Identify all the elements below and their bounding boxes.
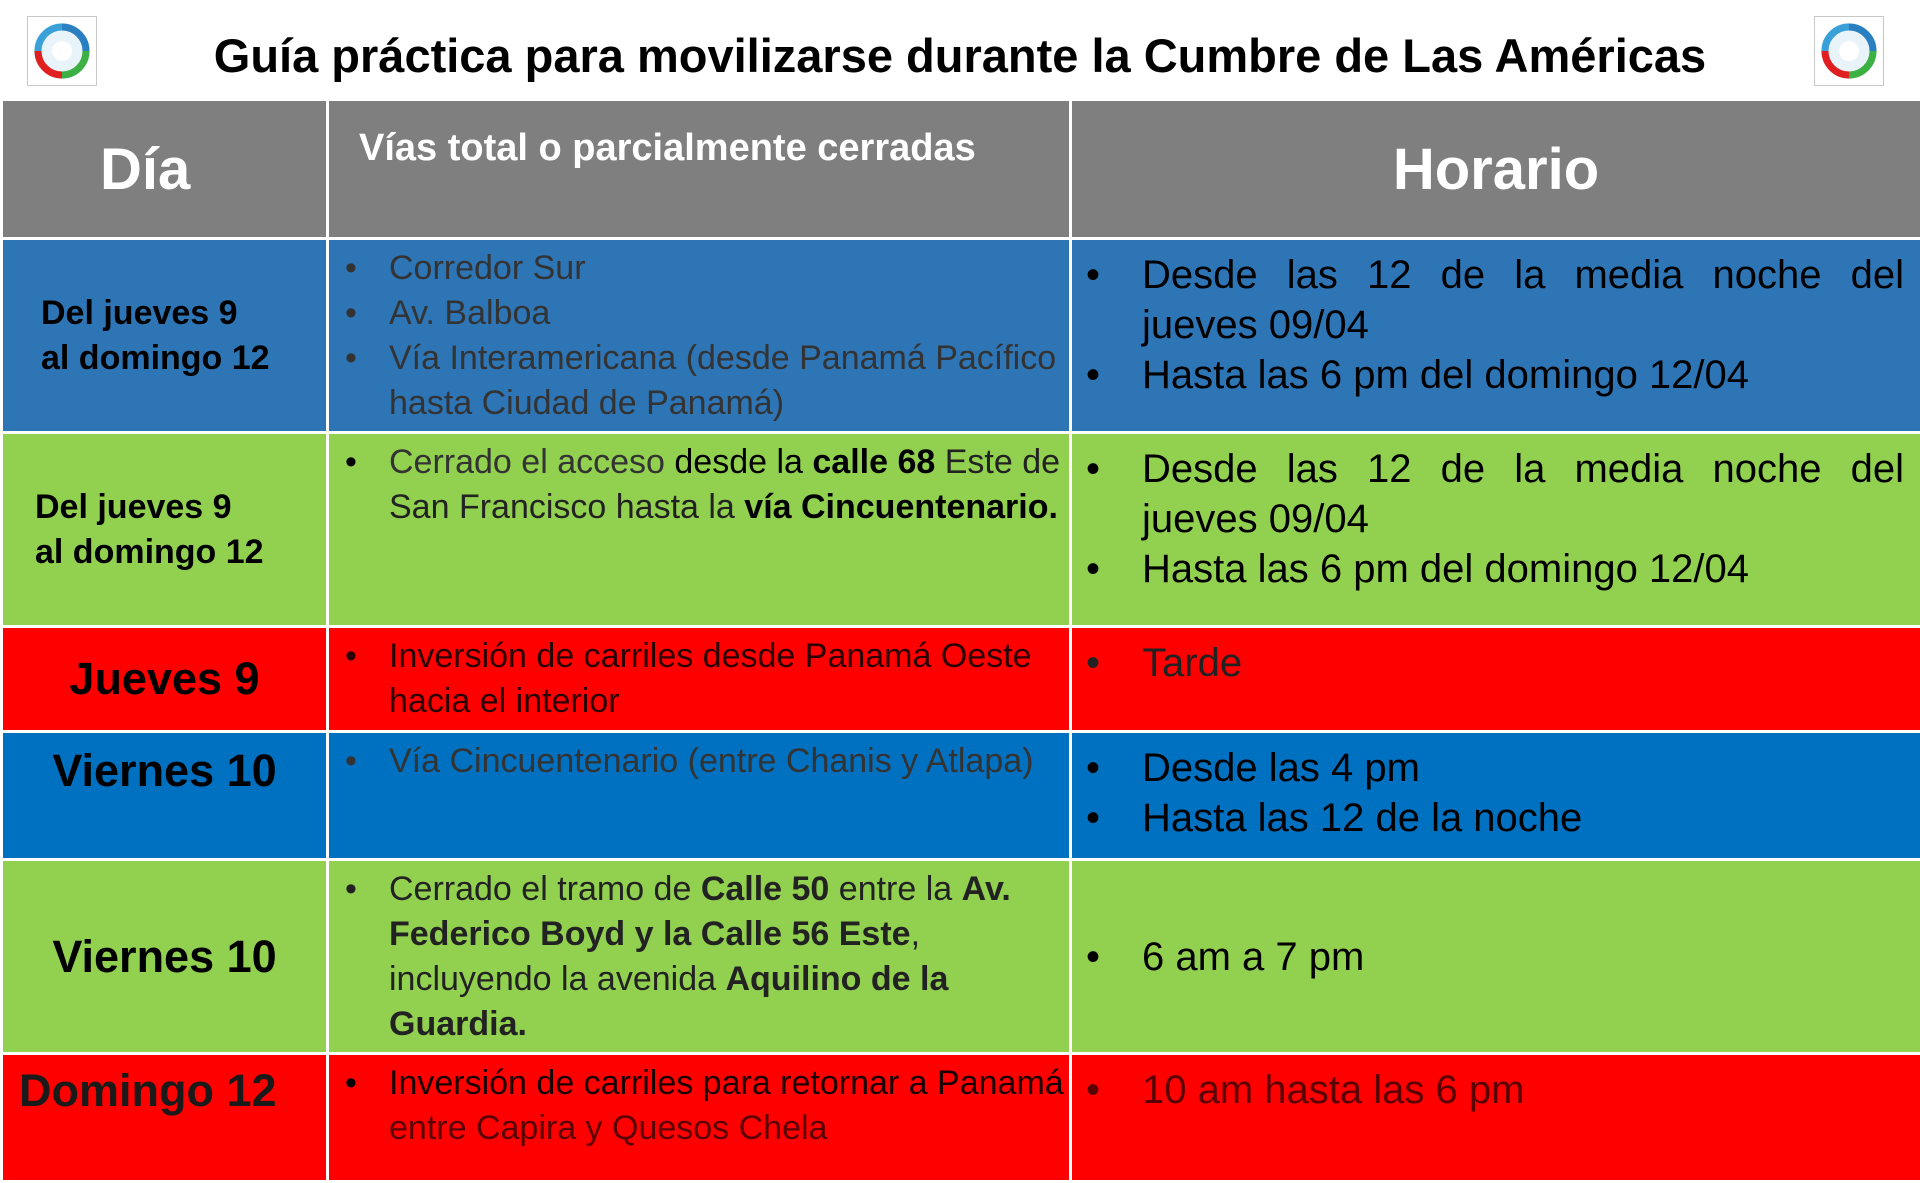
text-run: vía Cincuentenario. xyxy=(744,488,1058,526)
horario-cell xyxy=(1071,627,1920,732)
vias-cell xyxy=(328,627,1071,732)
vias-cell xyxy=(328,239,1071,433)
horario-cell xyxy=(1071,1054,1920,1182)
list-item: • Hasta las 12 de la noche xyxy=(1072,793,1904,843)
day-label: Del jueves 9 xyxy=(35,485,326,530)
day-cell xyxy=(2,239,328,433)
day-cell: Viernes 10 xyxy=(2,732,328,860)
text-run: desde la xyxy=(674,443,812,481)
text-run: Cerrado el acceso xyxy=(389,443,674,481)
table-row xyxy=(2,860,1920,1054)
header-vias: Vías total o parcialmente cerradas xyxy=(328,100,1071,239)
day-cell: Domingo 12 xyxy=(2,1054,328,1182)
horario-cell xyxy=(1071,239,1920,433)
list-item: • Vía Interamericana (desde Panamá Pacífico hasta Ciudad de Panamá) xyxy=(329,336,1069,426)
list-item: • Av. Balboa xyxy=(329,291,1069,336)
day-label: al domingo 12 xyxy=(35,530,326,575)
list-item: • Desde las 4 pm xyxy=(1072,743,1904,793)
table-row xyxy=(2,627,1920,732)
list-item: • Hasta las 6 pm del domingo 12/04 xyxy=(1072,350,1904,400)
text-run: Este de San Francisco hasta la xyxy=(389,443,1060,526)
logo-icon xyxy=(27,16,97,86)
table-row xyxy=(2,433,1920,627)
list-item xyxy=(329,440,1069,530)
day-label: Del jueves 9 xyxy=(41,291,326,336)
horario-cell xyxy=(1071,732,1920,860)
list-item xyxy=(329,867,1069,1047)
logo-icon xyxy=(1814,16,1884,86)
vias-cell xyxy=(328,860,1071,1054)
list-item: • Vía Cincuentenario (entre Chanis y Atlapa) xyxy=(329,739,1069,784)
header-dia: Día xyxy=(2,100,328,239)
table-row xyxy=(2,239,1920,433)
text-run: entre Capira y Quesos Chela xyxy=(389,1109,827,1147)
list-item: • Corredor Sur xyxy=(329,246,1069,291)
vias-cell xyxy=(328,433,1071,627)
list-item: • Tarde xyxy=(1072,638,1904,688)
table-header-row xyxy=(2,100,1920,239)
list-item: • 6 am a 7 pm xyxy=(1072,932,1904,982)
list-item xyxy=(329,1061,1069,1151)
text-run: Aquilino de la Guardia. xyxy=(389,960,948,1043)
text-run: Av. Federico Boyd y la Calle 56 Este xyxy=(389,870,1011,953)
day-cell: Viernes 10 xyxy=(2,860,328,1054)
day-cell xyxy=(2,433,328,627)
table-row xyxy=(2,732,1920,860)
vias-cell xyxy=(328,732,1071,860)
vias-cell xyxy=(328,1054,1071,1182)
header-horario: Horario xyxy=(1071,100,1920,239)
page-title: Guía práctica para movilizarse durante la Cumbre de Las Américas xyxy=(110,22,1810,90)
text-run: entre la xyxy=(829,870,961,908)
horario-cell xyxy=(1071,433,1920,627)
list-item: • Desde las 12 de la media noche del jueves 09/04 xyxy=(1072,444,1904,544)
list-item: • Desde las 12 de la media noche del jueves 09/04 xyxy=(1072,250,1904,350)
closures-table xyxy=(0,98,1920,1183)
horario-cell xyxy=(1071,860,1920,1054)
list-item: • 10 am hasta las 6 pm xyxy=(1072,1065,1904,1115)
list-item: • Hasta las 6 pm del domingo 12/04 xyxy=(1072,544,1904,594)
table-row xyxy=(2,1054,1920,1182)
text-run: Calle 50 xyxy=(701,870,830,908)
list-item: • Inversión de carriles desde Panamá Oeste hacia el interior xyxy=(329,634,1069,724)
header xyxy=(0,0,1920,98)
text-run: Inversión de carriles para retornar a Panamá xyxy=(389,1064,1064,1102)
day-label: al domingo 12 xyxy=(41,336,326,381)
text-run: calle 68 xyxy=(812,443,935,481)
day-cell: Jueves 9 xyxy=(2,627,328,732)
text-run: Cerrado el tramo de xyxy=(389,870,701,908)
text-run: , incluyendo la avenida xyxy=(389,915,920,998)
